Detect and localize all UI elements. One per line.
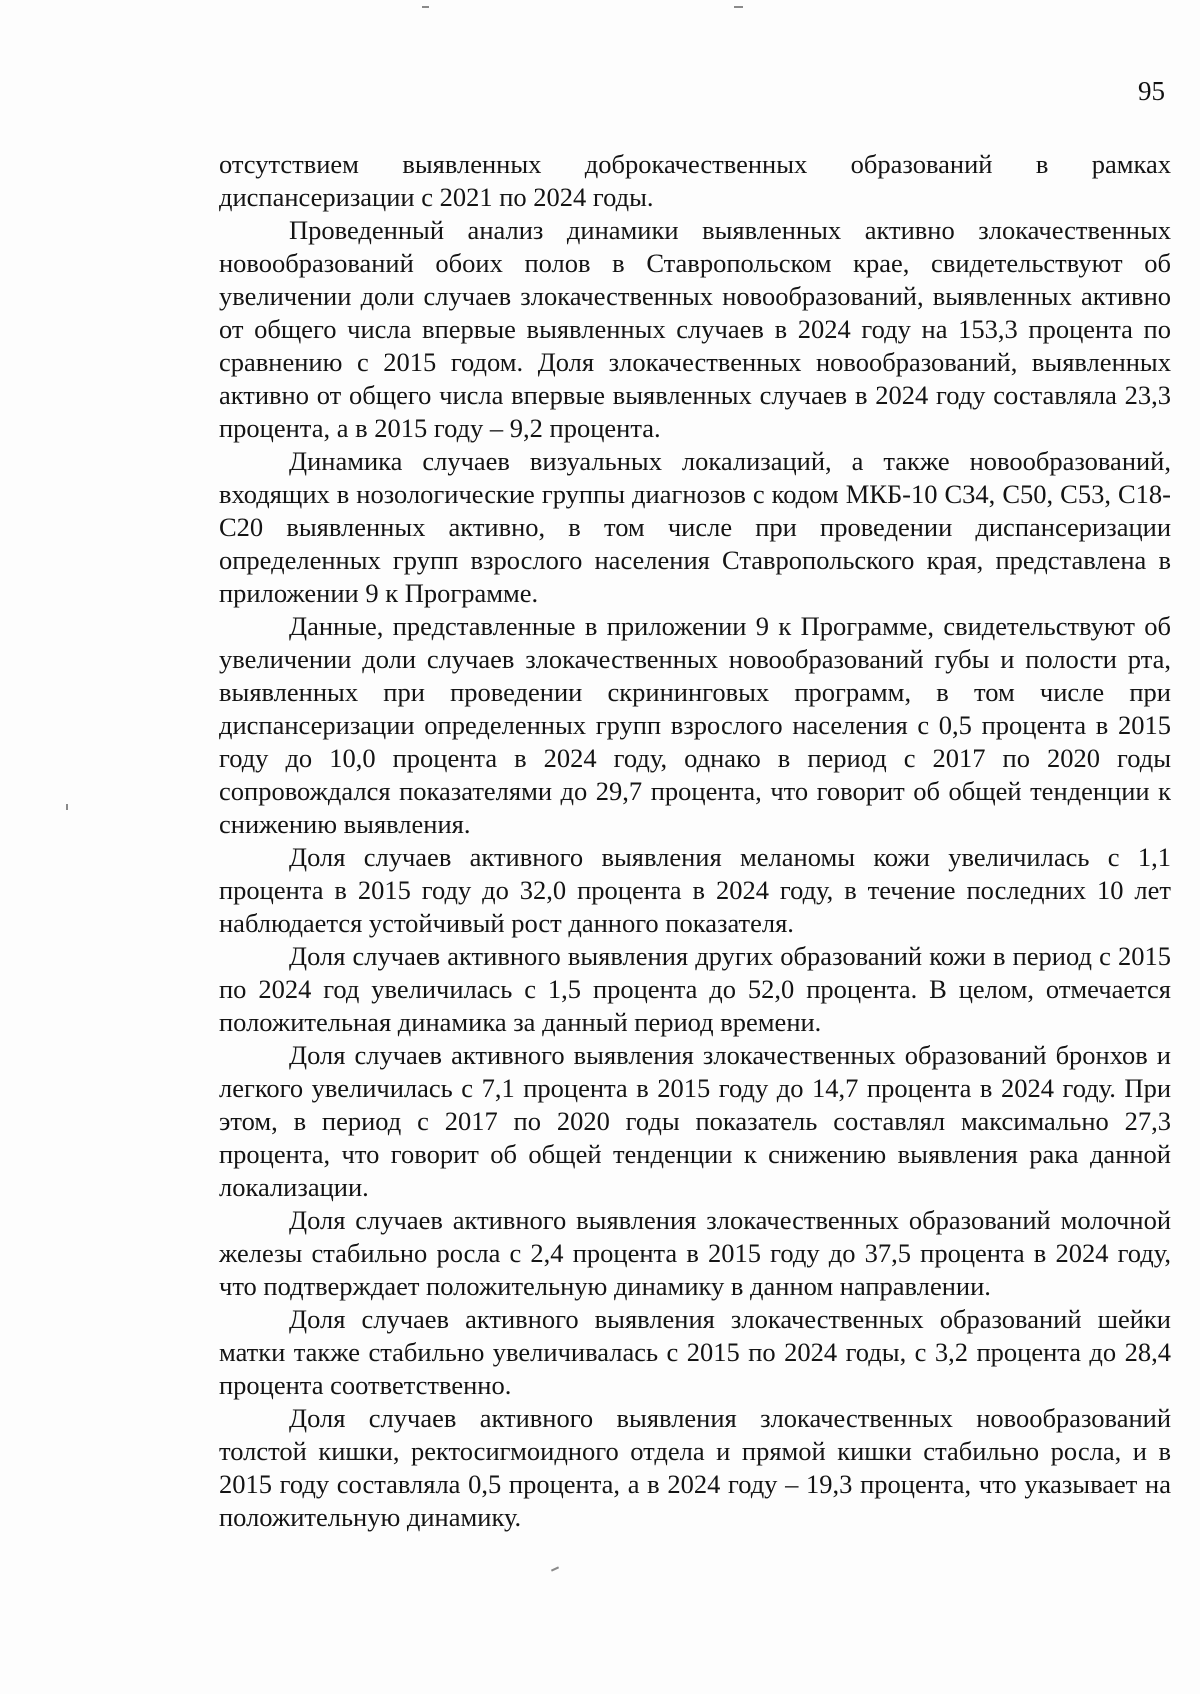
paragraph-continuation: отсутствием выявленных доброкачественных образований в рамках диспансеризации с 2021 по 2024 годы. — [219, 149, 1171, 212]
paragraph-breast: Доля случаев активного выявления злокачественных образований молочной железы стабильно росла с 2,4 процента в 2015 году до 37,5 процента в 2024 году, что подтверждает положительную динамику в данном направлении. — [219, 1205, 1171, 1301]
paragraph-other-skin: Доля случаев активного выявления других образований кожи в период с 2015 по 2024 год увеличилась с 1,5 процента до 52,0 процента. В целом, отмечается положительная динамика за данный период времени. — [219, 941, 1171, 1037]
paragraph-lip-oral-cavity: Данные, представленные в приложении 9 к Программе, свидетельствуют об увеличении доли случаев злокачественных новообразований губы и полости рта, выявленных при проведении скрининговых программ, в том числе при диспансеризации определенных групп взрослого населения с 0,5 процента в 2015 году до 10,0 процента в 2024 году, однако в период с 2017 по 2020 годы сопровождался показателями до 29,7 процента, что говорит об общей тенденции к снижению выявления. — [219, 611, 1171, 839]
scan-artifact — [734, 6, 743, 8]
paragraph-overall-dynamics: Проведенный анализ динамики выявленных активно злокачественных новообразований обоих полов в Ставропольском крае, свидетельствуют об увеличении доли случаев злокачественных новообразований, выявленных активно от общего числа впервые выявленных случаев в 2024 году на 153,3 процента по сравнению с 2015 годом. Доля злокачественных новообразований, выявленных активно от общего числа впервые выявленных случаев в 2024 году составляла 23,3 процента, а в 2015 году – 9,2 процента. — [219, 215, 1171, 443]
paragraph-skin-melanoma: Доля случаев активного выявления меланомы кожи увеличилась с 1,1 процента в 2015 году до 32,0 процента в 2024 году, в течение последних 10 лет наблюдается устойчивый рост данного показателя. — [219, 842, 1171, 938]
scan-artifact — [551, 1566, 559, 1571]
document-body — [219, 148, 1171, 1534]
scan-artifact — [66, 804, 68, 810]
paragraph-colorectal: Доля случаев активного выявления злокачественных новообразований толстой кишки, ректосигмоидного отдела и прямой кишки стабильно росла, и в 2015 году составляла 0,5 процента, а в 2024 году – 19,3 процента, что указывает на положительную динамику. — [219, 1403, 1171, 1532]
scan-artifact — [422, 6, 429, 8]
paragraph-cervix: Доля случаев активного выявления злокачественных образований шейки матки также стабильно увеличивалась с 2015 по 2024 годы, с 3,2 процента до 28,4 процента соответственно. — [219, 1304, 1171, 1400]
page-number: 95 — [1138, 76, 1165, 106]
paragraph-bronchus-lung: Доля случаев активного выявления злокачественных образований бронхов и легкого увеличилась с 7,1 процента в 2015 году до 14,7 процента в 2024 году. При этом, в период с 2017 по 2020 годы показатель составлял максимально 27,3 процента, что говорит об общей тенденции к снижению выявления рака данной локализации. — [219, 1040, 1171, 1202]
paragraph-visual-localizations: Динамика случаев визуальных локализаций, а также новообразований, входящих в нозологические группы диагнозов с кодом МКБ-10 С34, С50, С53, С18-С20 выявленных активно, в том числе при проведении диспансеризации определенных групп взрослого населения Ставропольского края, представлена в приложении 9 к Программе. — [219, 446, 1171, 608]
